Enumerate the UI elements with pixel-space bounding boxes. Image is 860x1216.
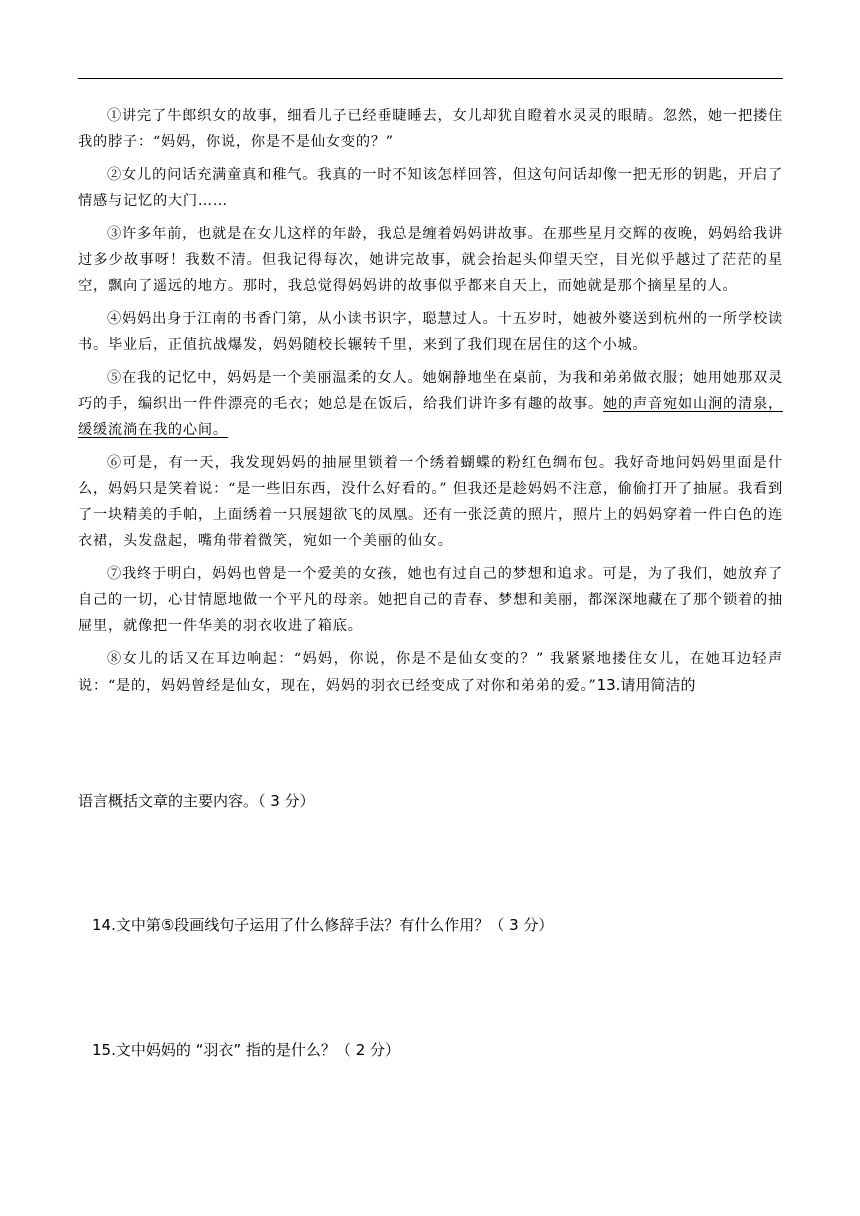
question-15: 15.文中妈妈的 “羽衣” 指的是什么？（ 2 分）	[92, 1041, 401, 1059]
paragraph-7: ⑦我终于明白，妈妈也曾是一个爱美的女孩，她也有过自己的梦想和追求。可是，为了我们，她放弃了自己的一切，心甘情愿地做一个平凡的母亲。她把自己的青春、梦想和美丽，都深深地藏在了那个锁着的抽屉里，就像把一件华美的羽衣收进了箱底。	[78, 566, 783, 634]
paragraph-2: ②女儿的问话充满童真和稚气。我真的一时不知该怎样回答，但这句问话却像一把无形的钥匙，开启了情感与记忆的大门……	[78, 167, 783, 209]
reading-passage	[78, 103, 783, 706]
question-14: 14.文中第⑤段画线句子运用了什么修辞手法？有什么作用？（ 3 分）	[92, 916, 554, 934]
paragraph-6: ⑥可是，有一天，我发现妈妈的抽屉里锁着一个绣着蝴蝶的粉红色绸布包。我好奇地问妈妈里面是什么，妈妈只是笑着说：“是一些旧东西，没什么好看的。” 但我还是趁妈妈不注意，偷偷打开了抽屉。我看到了一块精美的手帕，上面绣着一只展翅欲飞的凤凰。还有一张泛黄的照片，照片上的妈妈穿着一件白色的连衣裙，头发盘起，嘴角带着微笑，宛如一个美丽的仙女。	[78, 455, 783, 549]
question-13-start: 13.请用简洁的	[596, 676, 696, 694]
paragraph-1: ①讲完了牛郎织女的故事，细看儿子已经垂睫睡去，女儿却犹自瞪着水灵灵的眼睛。忽然，她一把搂住我的脖子：“妈妈，你说，你是不是仙女变的？”	[78, 108, 783, 150]
paragraph-3: ③许多年前，也就是在女儿这样的年龄，我总是缠着妈妈讲故事。在那些星月交辉的夜晚，妈妈给我讲过多少故事呀！我数不清。但我记得每次，她讲完故事，就会抬起头仰望天空，目光似乎越过了茫茫的星空，飘向了遥远的地方。那时，我总觉得妈妈讲的故事似乎都来自天上，而她就是那个摘星星的人。	[78, 226, 783, 294]
header-rule	[78, 78, 783, 79]
paragraph-8	[78, 646, 783, 699]
paragraph-5	[78, 365, 783, 443]
paragraph-5-underlined-sentence: 她的声音宛如山涧的清泉，缓缓流淌在我的心间。	[78, 396, 783, 438]
paragraph-8-text: ⑧女儿的话又在耳边响起：“妈妈，你说，你是不是仙女变的？” 我紧紧地搂住女儿，在她耳边轻声说：“是的，妈妈曾经是仙女，现在，妈妈的羽衣已经变成了对你和弟弟的爱。”	[78, 651, 783, 694]
paragraph-4: ④妈妈出身于江南的书香门第，从小读书识字，聪慧过人。十五岁时，她被外婆送到杭州的一所学校读书。毕业后，正值抗战爆发，妈妈随校长辗转千里，来到了我们现在居住的这个小城。	[78, 311, 783, 353]
paragraph-5-text: ⑤在我的记忆中，妈妈是一个美丽温柔的女人。她娴静地坐在桌前，为我和弟弟做衣服；她用她那双灵巧的手，编织出一件件漂亮的毛衣；她总是在饭后，给我们讲许多有趣的故事。	[78, 370, 783, 412]
question-13-continuation: 语言概括文章的主要内容。（ 3 分）	[78, 792, 315, 810]
